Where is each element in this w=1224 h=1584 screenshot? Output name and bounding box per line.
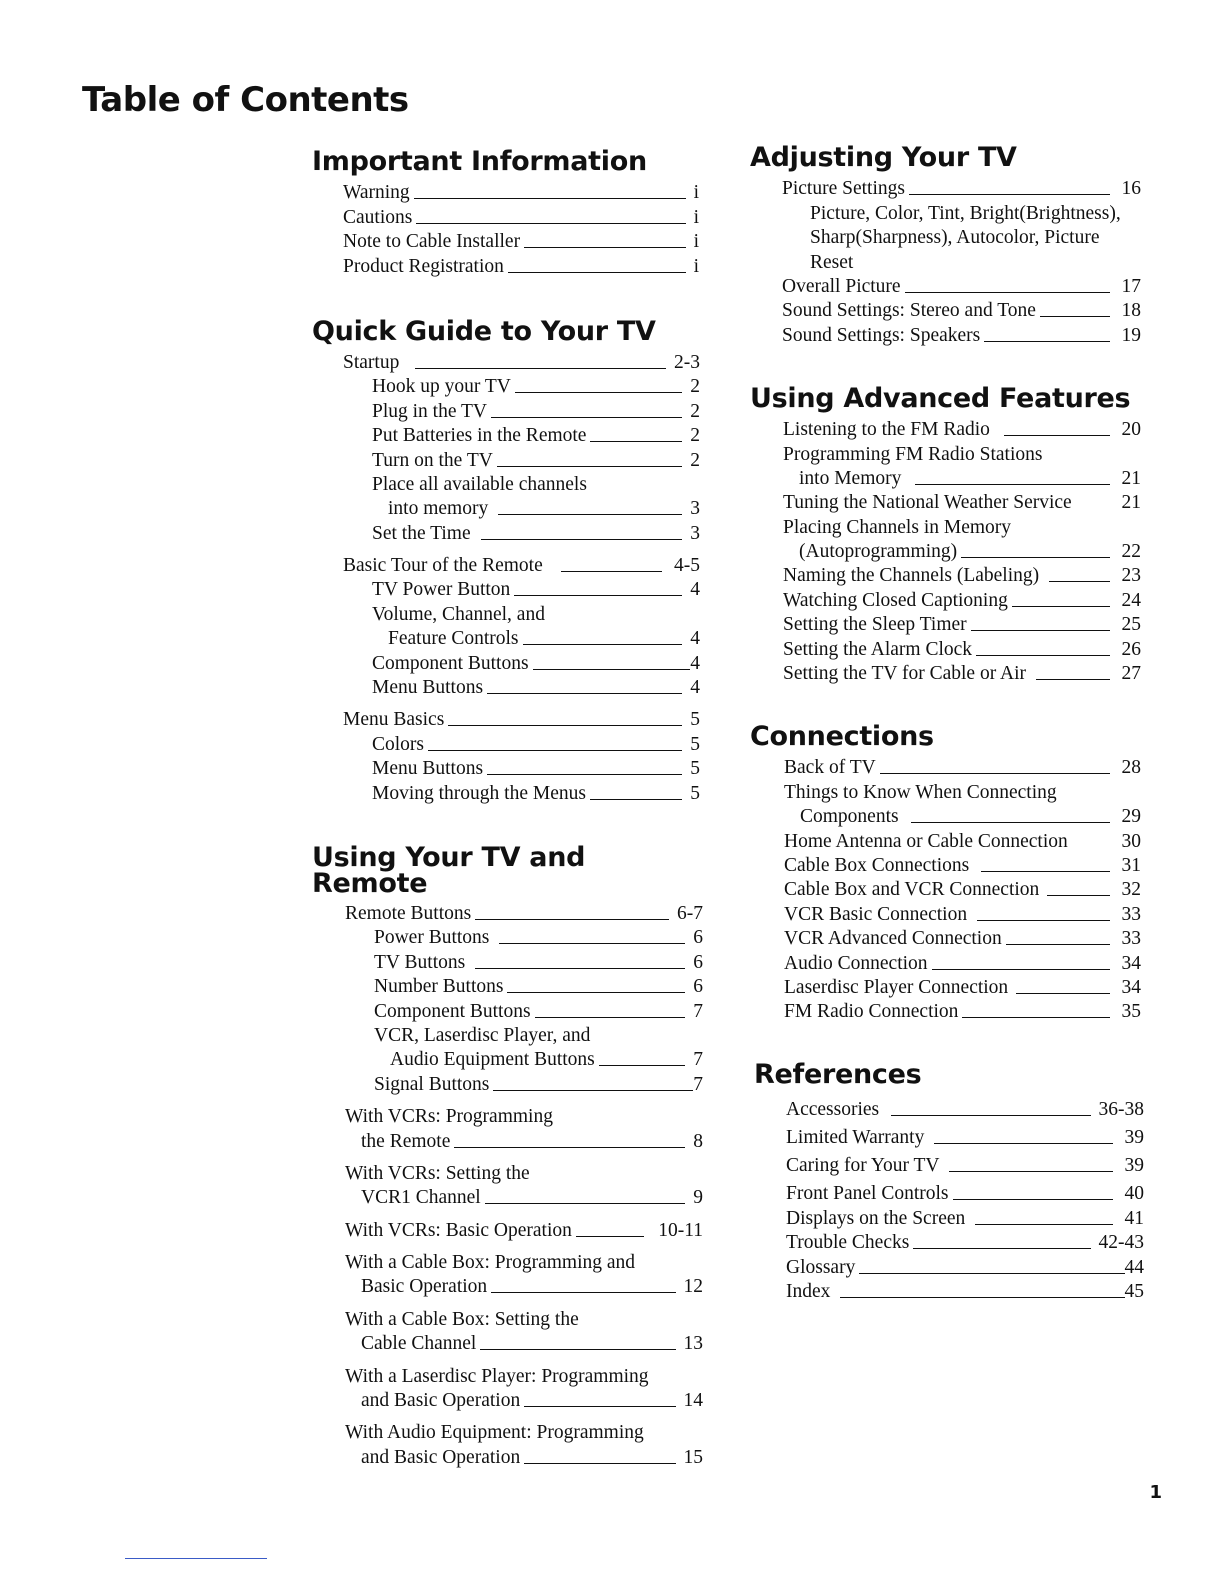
leader-line [1040, 316, 1110, 317]
leader-line [934, 1143, 1112, 1144]
entry-page: 5 [690, 758, 700, 780]
leader-line [962, 1017, 1109, 1018]
toc-entry[interactable] [784, 975, 1141, 999]
entry-title: Back of TV [784, 757, 876, 779]
entry-title: Remote Buttons [345, 902, 472, 924]
leader-line [1006, 944, 1110, 945]
entry-continued-line: Place all available channels [372, 473, 587, 495]
entry-page: 35 [1121, 1001, 1141, 1023]
toc-entry[interactable] [782, 322, 1141, 346]
entry-title: Overall Picture [782, 275, 901, 297]
toc-entry[interactable] [784, 828, 1141, 852]
heading-line: Using Your TV and [312, 841, 586, 873]
leader-line [535, 1017, 686, 1018]
leader-line [1012, 606, 1110, 607]
leader-line [491, 417, 682, 418]
leader-line [1049, 581, 1109, 582]
leader-line [971, 630, 1110, 631]
leader-line [905, 292, 1110, 293]
entry-page: 15 [683, 1446, 703, 1468]
toc-entry[interactable] [345, 1217, 703, 1241]
entry-title: VCR Basic Connection [784, 903, 968, 925]
leader-line [481, 539, 683, 540]
leader-line [507, 992, 685, 993]
section-heading [312, 841, 712, 899]
entry-page: i [693, 255, 699, 277]
entry-page: 2 [690, 449, 700, 471]
toc-entry[interactable] [372, 780, 700, 804]
heading-line: Remote [312, 867, 428, 899]
leader-line [953, 1199, 1113, 1200]
entry-title: Menu Basics [343, 709, 445, 731]
toc-entry[interactable] [784, 755, 1141, 779]
entry-title: Menu Buttons [372, 758, 484, 780]
leader-line [487, 693, 682, 694]
entry-title: (Autoprogramming) [799, 541, 958, 563]
entry-title: Home Antenna or Cable Connection [784, 830, 1068, 852]
leader-line [514, 595, 682, 596]
leader-line [415, 368, 666, 369]
toc-entry[interactable] [372, 423, 700, 447]
section-quick-guide [312, 315, 712, 805]
toc-entry[interactable] [784, 901, 1141, 925]
leader-line [1004, 435, 1110, 436]
entry-title: Warning [343, 182, 410, 204]
entry-page: 42-43 [1098, 1232, 1144, 1254]
leader-line [880, 773, 1110, 774]
toc-entry[interactable] [786, 1093, 1144, 1121]
section-important-information [312, 148, 712, 278]
toc-entry[interactable] [372, 496, 700, 520]
entry-page: 33 [1121, 903, 1141, 925]
entry-page: 6 [693, 927, 703, 949]
toc-entry[interactable] [784, 804, 1141, 828]
entry-title: and Basic Operation [361, 1390, 521, 1412]
toc-entry[interactable] [786, 1149, 1144, 1177]
entry-title: Setting the Alarm Clock [783, 638, 973, 660]
leader-line [493, 1090, 693, 1091]
leader-line [475, 919, 669, 920]
toc-entry[interactable] [783, 612, 1141, 636]
leader-line [1016, 993, 1109, 994]
toc-entry[interactable] [372, 626, 700, 650]
entry-page: 4 [690, 652, 700, 674]
entry-page: 41 [1124, 1207, 1144, 1229]
entry-page: 7 [693, 1073, 703, 1095]
entry-continued-line: With a Laserdisc Player: Programming [345, 1365, 649, 1387]
leader-line [590, 799, 682, 800]
toc-entry[interactable] [786, 1254, 1144, 1278]
entry-title: Components [800, 806, 899, 828]
toc-entry[interactable] [782, 274, 1141, 298]
toc-entry[interactable] [343, 229, 699, 253]
entry-continued-line: Programming FM Radio Stations [783, 443, 1043, 465]
entry-page: 4 [690, 579, 700, 601]
entry-title: Startup [343, 351, 400, 373]
entry-page: 2 [690, 400, 700, 422]
leader-line [497, 466, 682, 467]
toc-entry[interactable] [343, 180, 699, 204]
entry-title: Tuning the National Weather Service [783, 492, 1072, 514]
entry-page: 2-3 [674, 351, 700, 373]
toc-entry[interactable] [783, 417, 1141, 441]
entry-title: Plug in the TV [372, 400, 488, 422]
section-heading: Adjusting Your TV [750, 142, 1017, 173]
toc-entry[interactable] [372, 520, 700, 544]
entry-title: the Remote [361, 1130, 451, 1152]
leader-line [475, 968, 685, 969]
entry-page: 14 [683, 1390, 703, 1412]
leader-line [523, 644, 683, 645]
toc-entry[interactable] [345, 1388, 703, 1412]
toc-entry[interactable] [784, 999, 1141, 1023]
leader-line [961, 557, 1109, 558]
section-connections [750, 723, 1170, 1023]
leader-line [498, 514, 682, 515]
entry-page: 5 [690, 782, 700, 804]
entry-title: Cable Box Connections [784, 854, 970, 876]
entry-continued-line: With a Cable Box: Programming and [345, 1252, 636, 1274]
leader-line [533, 669, 691, 670]
entry-page: 39 [1124, 1127, 1144, 1149]
leader-line [909, 194, 1110, 195]
leader-line [480, 1349, 675, 1350]
entry-title: Front Panel Controls [786, 1183, 949, 1205]
entry-title: into Memory [799, 467, 902, 489]
leader-line [487, 774, 682, 775]
entry-title: Turn on the TV [372, 449, 493, 471]
leader-line [1047, 895, 1109, 896]
entry-sub-text: Sharp(Sharpness), Autocolor, Picture [810, 227, 1100, 249]
toc-entry[interactable] [783, 539, 1141, 563]
entry-title: With VCRs: Basic Operation [345, 1219, 572, 1241]
leader-line [491, 1292, 675, 1293]
entry-page: 9 [693, 1187, 703, 1209]
entry-page: 23 [1121, 565, 1141, 587]
entry-title: TV Buttons [374, 951, 466, 973]
entry-title: Cautions [343, 206, 413, 228]
section-heading: Quick Guide to Your TV [312, 315, 656, 347]
entry-page: 19 [1121, 324, 1141, 346]
toc-entry[interactable] [372, 398, 700, 422]
entry-page: 16 [1121, 178, 1141, 200]
entry-page: 8 [693, 1130, 703, 1152]
entry-page: 20 [1121, 419, 1141, 441]
entry-title: Cable Box and VCR Connection [784, 879, 1040, 901]
leader-line [981, 871, 1109, 872]
entry-page: 2 [690, 425, 700, 447]
entry-page: 26 [1121, 638, 1141, 660]
leader-line [590, 441, 682, 442]
leader-line [840, 1297, 1124, 1298]
toc-entry[interactable] [786, 1230, 1144, 1254]
leader-line [949, 1171, 1112, 1172]
toc-entry[interactable] [784, 950, 1141, 974]
toc-entry[interactable] [372, 650, 700, 674]
entry-page: 31 [1121, 854, 1141, 876]
toc-entry[interactable] [786, 1177, 1144, 1205]
entry-page: 2 [690, 376, 700, 398]
leader-line [915, 484, 1109, 485]
entry-page: 22 [1121, 541, 1141, 563]
entry-title: Setting the TV for Cable or Air [783, 663, 1026, 685]
entry-continued-line: VCR, Laserdisc Player, and [374, 1024, 591, 1046]
entry-continued-line: Volume, Channel, and [372, 603, 545, 625]
toc-entry[interactable] [374, 1047, 703, 1071]
entry-title: FM Radio Connection [784, 1001, 959, 1023]
toc-entry[interactable] [345, 1128, 703, 1152]
toc-entry[interactable] [786, 1121, 1144, 1149]
entry-title: Setting the Sleep Timer [783, 614, 967, 636]
entry-page: 45 [1124, 1280, 1144, 1302]
entry-title: Component Buttons [374, 1000, 531, 1022]
section-heading: References [754, 1059, 922, 1091]
entry-title: VCR1 Channel [361, 1187, 481, 1209]
entry-page: 25 [1121, 614, 1141, 636]
entry-page: 12 [683, 1276, 703, 1298]
toc-entry[interactable] [374, 925, 703, 949]
leader-line [448, 725, 682, 726]
entry-page: 3 [690, 498, 700, 520]
entry-page: 33 [1121, 928, 1141, 950]
toc-entry[interactable] [372, 577, 700, 601]
entry-title: Moving through the Menus [372, 782, 586, 804]
toc-entry[interactable] [784, 926, 1141, 950]
page-number: 1 [1149, 1482, 1162, 1503]
entry-page: 28 [1121, 757, 1141, 779]
toc-entry[interactable] [783, 563, 1141, 587]
toc-left-column [312, 148, 712, 1469]
toc-entry[interactable] [783, 587, 1141, 611]
toc-entry[interactable] [345, 1185, 703, 1209]
entry-continued-line: With Audio Equipment: Programming [345, 1422, 644, 1444]
section-references [754, 1061, 1170, 1303]
entry-page: 5 [690, 709, 700, 731]
entry-title: Caring for Your TV [786, 1155, 940, 1177]
toc-entry[interactable] [782, 298, 1141, 322]
entry-page: 34 [1121, 976, 1141, 998]
entry-page: 6 [693, 951, 703, 973]
entry-title: Watching Closed Captioning [783, 589, 1008, 611]
entry-page: i [693, 231, 699, 253]
section-heading: Important Information [312, 146, 647, 177]
entry-continued-line: Things to Know When Connecting [784, 781, 1057, 803]
leader-line [975, 1224, 1112, 1225]
leader-line [499, 943, 685, 944]
leader-line [859, 1273, 1124, 1274]
toc-entry[interactable] [345, 901, 703, 925]
toc-entry[interactable] [374, 998, 703, 1022]
toc-entry[interactable] [343, 253, 699, 277]
toc-entry[interactable] [374, 974, 703, 998]
entry-page: 18 [1121, 300, 1141, 322]
entry-continued-line: With VCRs: Setting the [345, 1162, 530, 1184]
entry-title: Picture Settings [782, 178, 905, 200]
toc-entry[interactable] [784, 853, 1141, 877]
entry-title: Naming the Channels (Labeling) [783, 565, 1040, 587]
toc-entry[interactable] [372, 374, 700, 398]
leader-line [932, 969, 1110, 970]
entry-page: 44 [1124, 1256, 1144, 1278]
leader-line [1036, 679, 1110, 680]
toc-right-column [750, 144, 1170, 1303]
entry-page: i [693, 182, 699, 204]
entry-page: 21 [1121, 467, 1141, 489]
entry-page: 13 [683, 1333, 703, 1355]
entry-page: 6-7 [677, 902, 703, 924]
leader-line [515, 392, 682, 393]
entry-title: Accessories [786, 1099, 880, 1121]
entry-title: Number Buttons [374, 976, 504, 998]
entry-title: Index [786, 1280, 831, 1302]
entry-title: Put Batteries in the Remote [372, 425, 587, 447]
toc-entry[interactable] [345, 1274, 703, 1298]
entry-title: Cable Channel [361, 1333, 477, 1355]
leader-line [485, 1203, 686, 1204]
leader-line [976, 655, 1109, 656]
section-heading: Connections [750, 721, 934, 753]
entry-page: 17 [1121, 275, 1141, 297]
entry-page: 34 [1121, 952, 1141, 974]
toc-entry[interactable] [783, 490, 1141, 514]
toc-entry[interactable] [343, 707, 700, 731]
entry-title: Sound Settings: Speakers [782, 324, 981, 346]
entry-title: into memory [388, 498, 489, 520]
toc-entry[interactable] [343, 350, 700, 374]
leader-line [524, 1406, 675, 1407]
leader-line [524, 1463, 675, 1464]
entry-title: Listening to the FM Radio [783, 419, 990, 441]
entry-title: Trouble Checks [786, 1232, 910, 1254]
entry-title: TV Power Button [372, 579, 511, 601]
entry-page: 27 [1121, 663, 1141, 685]
entry-page: i [693, 206, 699, 228]
entry-sub-text: Reset [810, 251, 854, 273]
entry-page: 6 [693, 976, 703, 998]
leader-line [911, 822, 1110, 823]
leader-line [891, 1115, 1090, 1116]
leader-line [454, 1147, 685, 1148]
entry-continued-line: With a Cable Box: Setting the [345, 1308, 579, 1330]
entry-continued-line: Placing Channels in Memory [783, 516, 1012, 538]
toc-entry[interactable] [374, 1071, 703, 1095]
entry-title: Menu Buttons [372, 677, 484, 699]
leader-line [414, 198, 686, 199]
leader-line [913, 1248, 1090, 1249]
toc-entry[interactable] [783, 636, 1141, 660]
leader-line [508, 272, 686, 273]
toc-entry[interactable] [786, 1279, 1144, 1303]
toc-entry[interactable] [783, 466, 1141, 490]
toc-entry[interactable] [784, 877, 1141, 901]
bottom-rule [125, 1558, 267, 1559]
entry-title: Basic Tour of the Remote [343, 555, 543, 577]
entry-title: Audio Connection [784, 952, 928, 974]
entry-page: 29 [1121, 806, 1141, 828]
entry-page: 7 [693, 1049, 703, 1071]
entry-title: VCR Advanced Connection [784, 928, 1002, 950]
entry-title: Power Buttons [374, 927, 490, 949]
section-heading: Using Advanced Features [750, 382, 1131, 414]
entry-page: 4-5 [674, 555, 700, 577]
toc-entry[interactable] [343, 204, 699, 228]
entry-title: Colors [372, 733, 425, 755]
section-advanced-features [750, 382, 1170, 685]
toc-entry[interactable] [786, 1205, 1144, 1229]
entry-title: Product Registration [343, 255, 504, 277]
toc-entry[interactable] [345, 1444, 703, 1468]
entry-title: Glossary [786, 1256, 856, 1278]
toc-entry[interactable] [782, 176, 1141, 200]
entry-page: 30 [1121, 830, 1141, 852]
toc-entry[interactable] [372, 756, 700, 780]
entry-page: 24 [1121, 589, 1141, 611]
entry-page: 32 [1121, 879, 1141, 901]
entry-page: 40 [1124, 1183, 1144, 1205]
entry-title: Note to Cable Installer [343, 231, 521, 253]
leader-line [576, 1236, 644, 1237]
entry-title: Laserdisc Player Connection [784, 976, 1009, 998]
entry-title: Component Buttons [372, 652, 529, 674]
toc-entry[interactable] [372, 675, 700, 699]
toc-entry[interactable] [372, 447, 700, 471]
leader-line [416, 223, 685, 224]
toc-entry[interactable] [374, 949, 703, 973]
entry-title: Sound Settings: Stereo and Tone [782, 300, 1036, 322]
entry-title: Feature Controls [388, 628, 519, 650]
leader-line [524, 247, 686, 248]
entry-page: 3 [690, 522, 700, 544]
entry-title: Set the Time [372, 522, 471, 544]
entry-title: Signal Buttons [374, 1073, 490, 1095]
toc-entry[interactable] [783, 661, 1141, 685]
entry-title: Hook up your TV [372, 376, 511, 398]
leader-line [599, 1065, 686, 1066]
entry-page: 39 [1124, 1155, 1144, 1177]
entry-page: 10-11 [658, 1219, 703, 1241]
section-adjusting-your-tv [750, 144, 1170, 347]
entry-title: Basic Operation [361, 1276, 488, 1298]
entry-title: and Basic Operation [361, 1446, 521, 1468]
section-using-your-tv [312, 841, 712, 1469]
entry-page: 4 [690, 677, 700, 699]
leader-line [561, 571, 662, 572]
entry-page: 36-38 [1098, 1099, 1144, 1121]
entry-page: 21 [1121, 492, 1141, 514]
entry-sub-text: Picture, Color, Tint, Bright(Brightness), [810, 202, 1121, 224]
leader-line [984, 341, 1109, 342]
toc-entry[interactable] [372, 731, 700, 755]
entry-page: 5 [690, 733, 700, 755]
entry-page: 7 [693, 1000, 703, 1022]
leader-line [428, 750, 682, 751]
entry-title: Displays on the Screen [786, 1207, 966, 1229]
leader-line [977, 920, 1109, 921]
entry-title: Limited Warranty [786, 1127, 925, 1149]
entry-continued-line: With VCRs: Programming [345, 1106, 553, 1128]
toc-entry[interactable] [343, 553, 700, 577]
toc-entry[interactable] [345, 1331, 703, 1355]
page-title: Table of Contents [82, 80, 409, 120]
entry-title: Audio Equipment Buttons [390, 1049, 595, 1071]
entry-page: 4 [690, 628, 700, 650]
